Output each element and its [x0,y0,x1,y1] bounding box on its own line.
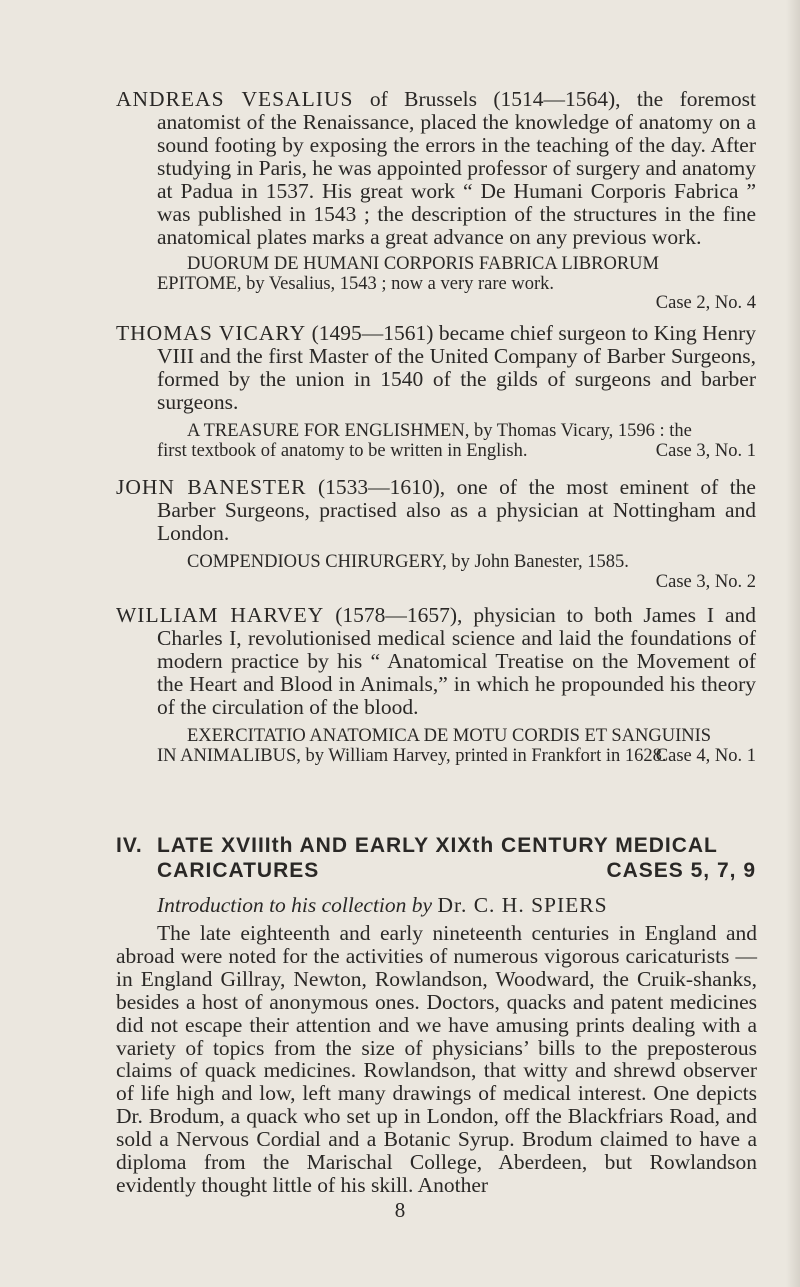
entry-vesalius [116,88,756,313]
entry-text: of Brussels (1514—1564), the foremost anatomist of the Renaissance, placed the knowledge of anatomy on a sound footing by exposing the errors in the teaching of the day. After studying in Paris, he was appointed professor of surgery and anatomy at Padua in 1537. His great work “ De Humani Corporis Fabrica ” was published in 1543 ; the description of the structures in the fine anatomical plates marks a great advance on any previous work. [157,87,756,249]
section-title-cont: CARICATURES [157,859,320,882]
intro-text: Introduction to his collection by [157,893,433,917]
entry-vicary [116,322,756,461]
book-title-rest: EPITOME, by Vesalius, 1543 ; now a very rare work. [157,273,555,294]
page-edge-shadow [786,0,800,1287]
case-reference: Case 3, No. 2 [655,571,756,592]
entry-banester [116,476,756,592]
entry-text: (1578—1657), physician to both James I and Charles I, revolutionised medical science and laid the foundations of modern practice by his “ Anatomical Treatise on the Movement of the Heart and Blood in Animals,” in which he propounded his theory of the circulation of the blood. [157,603,756,719]
entry-text: (1533—1610), one of the most eminent of the Barber Surgeons, practised also as a physician at Nottingham and London. [157,475,756,545]
entry-harvey [116,604,756,766]
book-title-rest: IN ANIMALIBUS, by William Harvey, printed in Frankfort in 1628. [157,745,667,766]
book-citation [116,553,756,573]
entry-name: JOHN BANESTER [116,475,307,499]
section-cases: CASES 5, 7, 9 [606,859,756,882]
case-reference: Case 4, No. 1 [655,746,756,766]
book-title-line: EXERCITATIO ANATOMICA DE MOTU CORDIS ET SANGUINIS [187,726,712,746]
book-title-rest: first textbook of anatomy to be written in English. [157,440,528,461]
section-heading [116,833,756,883]
section-heading-line2 [116,858,756,883]
entry-text: (1495—1561) became chief surgeon to King Henry VIII and the first Master of the United Company of Barber Surgeons, formed by the union in 1540 of the gilds of surgeons and barber surgeons. [157,321,756,414]
entry-paragraph [116,322,756,414]
section-introduction [157,893,757,917]
book-title-line: A TREASURE FOR ENGLISHMEN, by Thomas Vicary, 1596 : the [187,421,692,441]
book-title-line: DUORUM DE HUMANI CORPORIS FABRICA LIBRORUM [187,254,659,274]
book-citation [116,255,756,294]
entry-name: ANDREAS VESALIUS [116,87,354,111]
case-reference: Case 3, No. 1 [655,440,756,461]
entry-paragraph [116,476,756,545]
section-title: LATE XVIIIth AND EARLY XIXth CENTURY MEDICAL [157,834,718,857]
entry-name: THOMAS VICARY [116,321,307,345]
book-title-line: COMPENDIOUS CHIRURGERY, by John Banester, 1585. [187,552,629,572]
entry-name: WILLIAM HARVEY [116,603,325,627]
intro-author: Dr. C. H. SPIERS [437,893,608,917]
page-number: 8 [394,1198,406,1222]
entry-paragraph [116,604,756,719]
entry-paragraph [116,88,756,249]
case-reference: Case 2, No. 4 [655,293,756,313]
section-number: IV. [116,834,143,857]
section-body-text: The late eighteenth and early nineteenth centuries in England and abroad were noted for the activities of numerous vigorous caricaturists —in England Gillray, Newton, Rowlandson, Woodward, the Cruik-shanks, besides a host of anonymous ones. Doctors, quacks and patent medicines did not escape their attention and we have amusing prints dealing with a variety of topics from the size of physicians’ bills to the preposterous claims of quack medicines. Rowlandson, that witty and shrewd observer of life high and low, left many drawings of medical interest. One depicts Dr. Brodum, a quack who set up in London, off the Blackfriars Road, and sold a Nervous Cordial and a Botanic Syrup. Brodum claimed to have a diploma from the Marischal College, Aberdeen, but Rowlandson evidently thought little of his skill. Another [116,921,757,1197]
book-citation [116,422,756,461]
section-heading-line1 [116,833,756,858]
